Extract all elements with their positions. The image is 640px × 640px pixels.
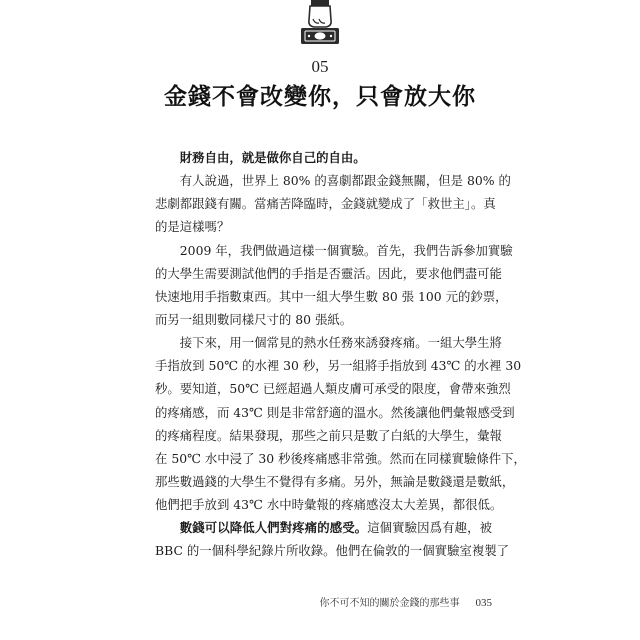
- line-text: 快速地用手指數東西。其中一組大學生數 80 張 100 元的鈔票，: [155, 288, 508, 304]
- hand-holding-money-icon: [298, 0, 342, 48]
- text-line: [155, 192, 496, 215]
- text-line: [155, 539, 510, 562]
- text-line: [155, 239, 513, 262]
- text-line: [155, 377, 511, 400]
- page-footer: [320, 594, 493, 609]
- line-text: 而另一組則數同樣尺寸的 80 張紙。: [155, 311, 353, 327]
- line-text: 秒。要知道，50℃ 已經超過人類皮膚可承受的限度，會帶來強烈: [155, 381, 511, 397]
- line-text: 那些數過錢的大學生不覺得有多痛。另外，無論是數錢還是數紙，: [155, 473, 515, 489]
- line-text: 的大學生需要測試他們的手指是否靈活。因此，要求他們盡可能: [155, 265, 502, 281]
- line-text: BBC 的一個科學紀錄片所收錄。他們在倫敦的一個實驗室複製了: [155, 543, 510, 559]
- line-text: 的是這樣嗎？: [155, 219, 230, 235]
- text-line: [155, 516, 492, 539]
- page-number: 035: [475, 597, 492, 609]
- line-text: 接下來，用一個常見的熱水任務來誘發疼痛。一組大學生將: [179, 335, 502, 351]
- line-text: 他們把手放到 43℃ 水中時彙報的疼痛感沒太大差異，都很低。: [155, 497, 503, 513]
- chapter-number: 05: [311, 57, 329, 76]
- line-text: 的疼痛程度。結果發現，那些之前只是數了白紙的大學生，彙報: [155, 427, 502, 443]
- line-text: 的疼痛感，而 43℃ 則是非常舒適的溫水。然後讓他們彙報感受到: [155, 404, 515, 420]
- running-title: 你不可不知的關於金錢的那些事: [319, 598, 460, 609]
- text-line: [155, 308, 492, 331]
- text-line: [155, 331, 502, 354]
- text-line: [155, 285, 508, 308]
- line-text: 在 50℃ 水中浸了 30 秒後疼痛感非常強。然而在同樣實驗條件下，: [155, 450, 526, 466]
- body-text: [155, 146, 526, 563]
- line-text: 財務自由，就是做你自己的自由。: [179, 150, 366, 165]
- text-line: [155, 215, 492, 238]
- line-text: 有人說過，世界上 80% 的喜劇都跟金錢無關，但是 80% 的: [179, 173, 511, 189]
- text-line: [155, 262, 502, 285]
- text-line: [155, 424, 502, 447]
- line-text: 2009 年，我們做過這樣一個實驗。首先，我們告訴參加實驗: [179, 242, 513, 258]
- text-line: [155, 401, 515, 424]
- line-text: 悲劇都跟錢有關。當痛苦降臨時，金錢就變成了「救世主」。真: [155, 196, 496, 212]
- bold-phrase: 數錢可以降低人們對疼痛的感受。: [179, 520, 368, 536]
- text-line: [155, 354, 522, 377]
- line-text: 手指放到 50℃ 的水裡 30 秒，另一組將手指放到 43℃ 的水裡 30: [155, 358, 522, 374]
- chapter-title: 金錢不會改變你，只會放大你: [164, 83, 476, 110]
- text-line: [155, 146, 492, 169]
- line-text: 這個實驗因爲有趣，被: [367, 520, 493, 536]
- text-line: [155, 470, 515, 493]
- text-line: [155, 447, 526, 470]
- text-line: [155, 493, 503, 516]
- text-line: [155, 169, 511, 192]
